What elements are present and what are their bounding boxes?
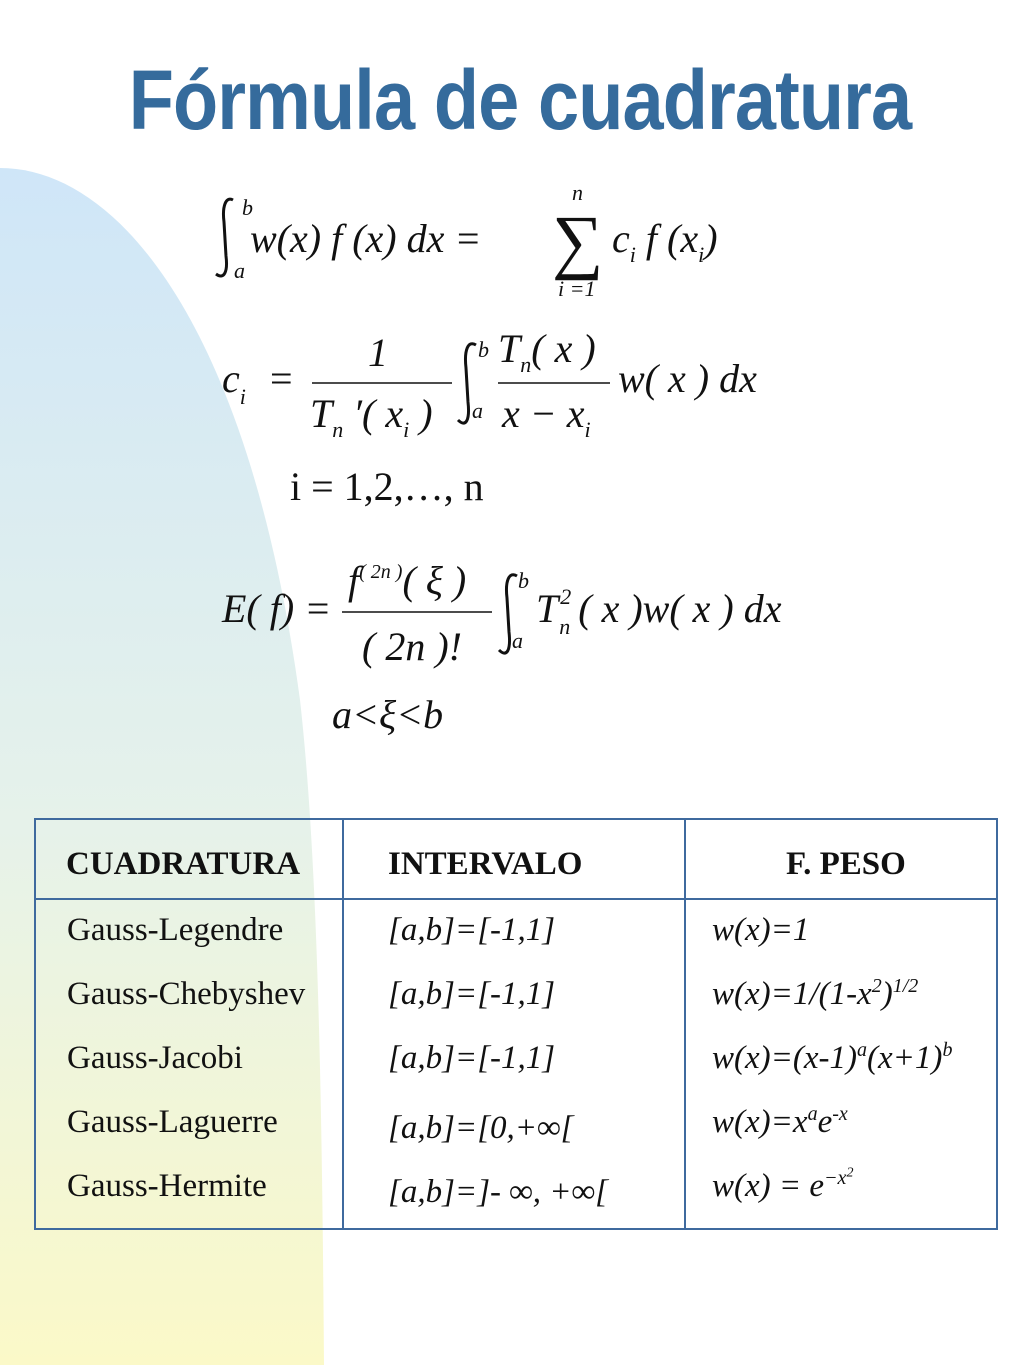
error-numerator: $f^{( 2n )}$( ξ ) bbox=[348, 558, 467, 603]
row-interval: [a,b]=[-1,1] bbox=[388, 912, 556, 948]
row-name: Gauss-Laguerre bbox=[67, 1104, 278, 1140]
column-divider bbox=[684, 820, 686, 1228]
upper-limit: b bbox=[478, 337, 489, 362]
numerator-two: $T_n$( x ) bbox=[498, 326, 596, 377]
equals-sign: = bbox=[270, 356, 293, 401]
lower-limit: a bbox=[234, 258, 245, 283]
coefficient-lhs: $c_i$ bbox=[222, 356, 246, 409]
row-name: Gauss-Hermite bbox=[67, 1168, 267, 1204]
row-name: Gauss-Legendre bbox=[67, 912, 284, 948]
denominator-two: $x - x_i$ bbox=[502, 391, 591, 442]
error-formula bbox=[221, 558, 782, 669]
quadrature-table bbox=[34, 818, 998, 1230]
upper-limit: b bbox=[242, 195, 253, 220]
upper-limit: b bbox=[518, 568, 529, 593]
header-intervalo: INTERVALO bbox=[388, 846, 583, 882]
lower-limit: a bbox=[512, 628, 523, 653]
column-divider bbox=[342, 820, 344, 1228]
header-divider bbox=[36, 898, 996, 900]
error-integrand: $T^2$ n ( x )w( x ) dx bbox=[536, 584, 782, 639]
quadrature-lhs: w(x) f (x) dx = bbox=[250, 216, 482, 261]
quadrature-formula bbox=[216, 180, 718, 301]
header-peso: F. PESO bbox=[786, 846, 906, 882]
row-weight: $w(x)=x^ae^{-x}$ bbox=[712, 1103, 848, 1140]
lower-limit: a bbox=[472, 398, 483, 423]
header-cuadratura: CUADRATURA bbox=[66, 846, 301, 882]
row-name: Gauss-Jacobi bbox=[67, 1040, 243, 1076]
row-interval: [a,b]=[-1,1] bbox=[388, 1040, 556, 1076]
quadrature-rhs: $c_i$ f $(x_i)$ bbox=[612, 216, 718, 267]
integral-sign bbox=[216, 199, 233, 276]
error-lhs: E( f) = bbox=[222, 586, 332, 631]
row-interval: [a,b]=[0,+∞[ bbox=[388, 1110, 574, 1146]
sum-sign: ∑ bbox=[552, 201, 604, 281]
coefficient-formula bbox=[222, 326, 757, 442]
row-weight: w(x)=1 bbox=[712, 912, 810, 948]
numerator-one: 1 bbox=[368, 330, 388, 375]
row-name: Gauss-Chebyshev bbox=[67, 976, 306, 1012]
index-range: i = 1,2,…, n bbox=[290, 464, 484, 509]
row-interval: [a,b]=]- ∞, +∞[ bbox=[388, 1174, 608, 1210]
error-denominator: ( 2n )! bbox=[362, 624, 462, 669]
sum-lower: i =1 bbox=[558, 276, 596, 301]
row-interval: [a,b]=[-1,1] bbox=[388, 976, 556, 1012]
row-weight: $w(x)=1/(1-x^2)^{1/2}$ bbox=[712, 975, 919, 1012]
denominator-one: $T_n$ ′( $x_i$ ) bbox=[310, 391, 433, 442]
coefficient-trailer: w( x ) dx bbox=[618, 356, 757, 401]
row-weight: $w(x)=(x-1)^a(x+1)^b$ bbox=[712, 1039, 953, 1076]
sum-upper: n bbox=[572, 180, 583, 205]
row-weight: $w(x) = e^{-x^2}$ bbox=[712, 1165, 854, 1204]
xi-range: a<ξ<b bbox=[332, 692, 444, 737]
slide-title: Fórmula de cuadratura bbox=[128, 53, 912, 147]
